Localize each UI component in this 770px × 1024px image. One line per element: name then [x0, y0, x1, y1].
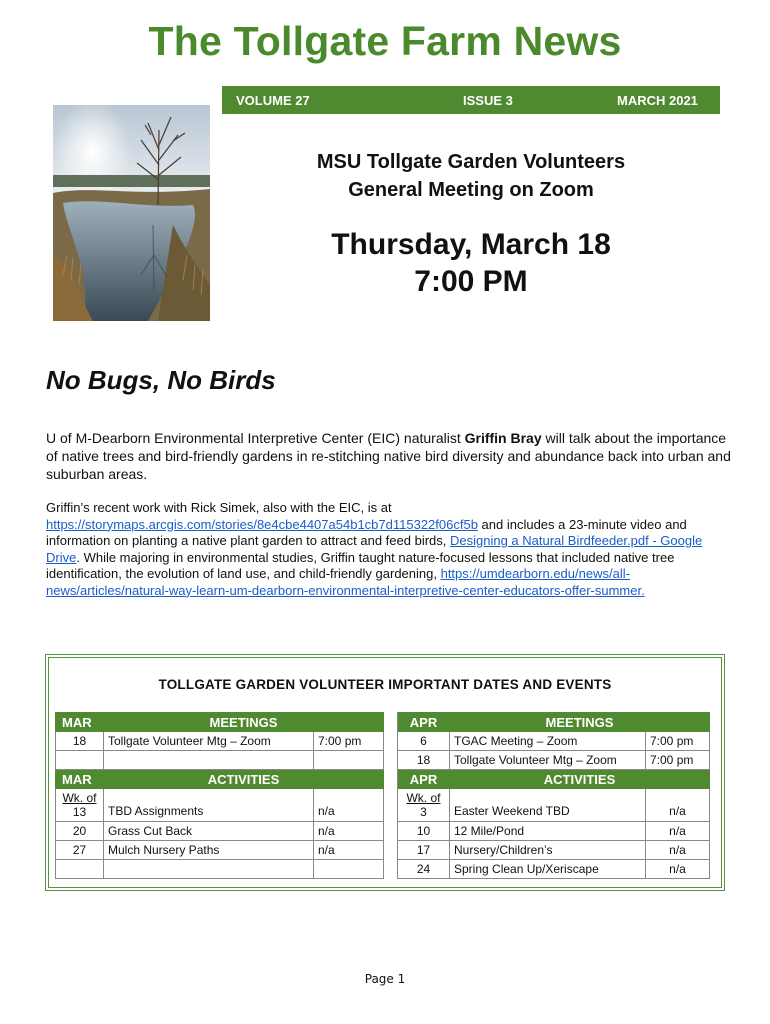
mar-activity-event: Mulch Nursery Paths [104, 841, 314, 860]
mar-activity-time [314, 860, 384, 879]
mar-activity-day: 13 [72, 805, 87, 819]
table-gap [384, 713, 398, 732]
umdearborn-link[interactable]: https://umdearborn.edu/news/all-news/articles/natural-way-learn-um-dearborn-environmental-interpretive-center-educators-offer-summer. [46, 566, 645, 598]
mar-meeting-date: 18 [56, 732, 104, 751]
apr-activity-time: n/a [646, 860, 710, 879]
storymaps-link[interactable]: https://storymaps.arcgis.com/stories/8e4cbe4407a54b1cb7d115322f06cf5b [46, 516, 478, 532]
events-table [55, 712, 710, 879]
apr-activity-date: 24 [398, 860, 450, 879]
apr-activity-date: 17 [398, 841, 450, 860]
table-gap [384, 841, 398, 860]
mar-activity-event: TBD Assignments [104, 789, 314, 822]
meeting-line-1: MSU Tollgate Garden Volunteers [316, 151, 626, 173]
meeting-announcement [222, 148, 720, 204]
apr-meeting-date: 6 [398, 732, 450, 751]
table-gap [384, 789, 398, 822]
p2-text-c: . While majoring in environmental studies, Griffin taught nature-focused lessons that included native tree identification, the evolution of land use, and child-friendly gardening, [46, 549, 675, 581]
issue-label: ISSUE 3 [463, 93, 513, 108]
apr-meeting-date: 18 [398, 751, 450, 770]
mar-header: MAR [56, 770, 104, 789]
table-gap [384, 860, 398, 879]
week-of-label: Wk. of [406, 791, 441, 805]
apr-header: APR [398, 713, 450, 732]
p1-text-b: will talk about the importance of native trees and bird-friendly gardens in re-stitching native bird diversity and abundance back into urban and suburban areas. [46, 430, 731, 482]
mar-activity-event: Grass Cut Back [104, 822, 314, 841]
date-label: MARCH 2021 [617, 93, 698, 108]
meeting-datetime [222, 226, 720, 300]
article-paragraph-2 [46, 500, 732, 599]
apr-header: APR [398, 770, 450, 789]
p1-text-a: U of M-Dearborn Environmental Interpretive Center (EIC) naturalist [46, 430, 465, 446]
table-row [56, 841, 710, 860]
mar-activities-header: ACTIVITIES [104, 770, 384, 789]
apr-activity-time: n/a [646, 789, 710, 822]
apr-activity-event: Nursery/Children’s [450, 841, 646, 860]
mar-activity-date: 20 [56, 822, 104, 841]
mar-activity-time: n/a [314, 841, 384, 860]
mar-activity-event [104, 860, 314, 879]
meeting-line-2: General Meeting on Zoom [348, 179, 594, 201]
apr-activity-time: n/a [646, 841, 710, 860]
article-heading: No Bugs, No Birds [46, 365, 276, 395]
events-box [45, 654, 725, 891]
apr-activity-date [398, 789, 450, 822]
table-gap [384, 751, 398, 770]
table-row [56, 822, 710, 841]
volume-label: VOLUME 27 [236, 93, 310, 108]
meeting-day: Thursday, March 18 [331, 228, 611, 261]
table-gap [384, 732, 398, 751]
apr-activity-date: 10 [398, 822, 450, 841]
newsletter-title: The Tollgate Farm News [148, 18, 622, 64]
birdfeeder-link[interactable]: Designing a Natural Birdfeeder.pdf - Google Drive [46, 533, 703, 565]
table-gap [384, 822, 398, 841]
mar-meeting-time: 7:00 pm [314, 732, 384, 751]
mar-activity-time: n/a [314, 789, 384, 822]
apr-activity-day: 3 [420, 805, 427, 819]
mar-activity-date: 27 [56, 841, 104, 860]
apr-activity-event: Spring Clean Up/Xeriscape [450, 860, 646, 879]
mar-meeting-date [56, 751, 104, 770]
apr-activity-event: Easter Weekend TBD [450, 789, 646, 822]
volume-bar [222, 86, 720, 114]
article-paragraph-1 [46, 429, 732, 483]
p2-text-b: and includes a 23-minute video and information on planting a native plant garden to attract and feed birds, [46, 516, 687, 548]
meetings-header-row [56, 713, 710, 732]
events-title: TOLLGATE GARDEN VOLUNTEER IMPORTANT DATES AND EVENTS [158, 677, 612, 692]
mar-meetings-header: MEETINGS [104, 713, 384, 732]
activities-header-row [56, 770, 710, 789]
table-row [56, 789, 710, 822]
apr-meeting-event: TGAC Meeting – Zoom [450, 732, 646, 751]
table-row [56, 732, 710, 751]
meeting-time: 7:00 PM [414, 265, 528, 298]
table-gap [384, 770, 398, 789]
mar-activity-date [56, 860, 104, 879]
table-row [56, 860, 710, 879]
mar-header: MAR [56, 713, 104, 732]
apr-activity-event: 12 Mile/Pond [450, 822, 646, 841]
mar-meeting-time [314, 751, 384, 770]
p2-text-a: Griffin’s recent work with Rick Simek, also with the EIC, is at [46, 500, 392, 515]
mar-activity-time: n/a [314, 822, 384, 841]
mar-activity-date [56, 789, 104, 822]
apr-activities-header: ACTIVITIES [450, 770, 710, 789]
apr-activity-time: n/a [646, 822, 710, 841]
apr-meeting-time: 7:00 pm [646, 751, 710, 770]
page-number: Page 1 [364, 972, 406, 986]
mar-meeting-event: Tollgate Volunteer Mtg – Zoom [104, 732, 314, 751]
mar-meeting-event [104, 751, 314, 770]
apr-meeting-event: Tollgate Volunteer Mtg – Zoom [450, 751, 646, 770]
winter-pond-photo [53, 105, 210, 321]
apr-meetings-header: MEETINGS [450, 713, 710, 732]
table-row [56, 751, 710, 770]
apr-meeting-time: 7:00 pm [646, 732, 710, 751]
speaker-name: Griffin Bray [464, 430, 542, 446]
week-of-label: Wk. of [62, 791, 97, 805]
